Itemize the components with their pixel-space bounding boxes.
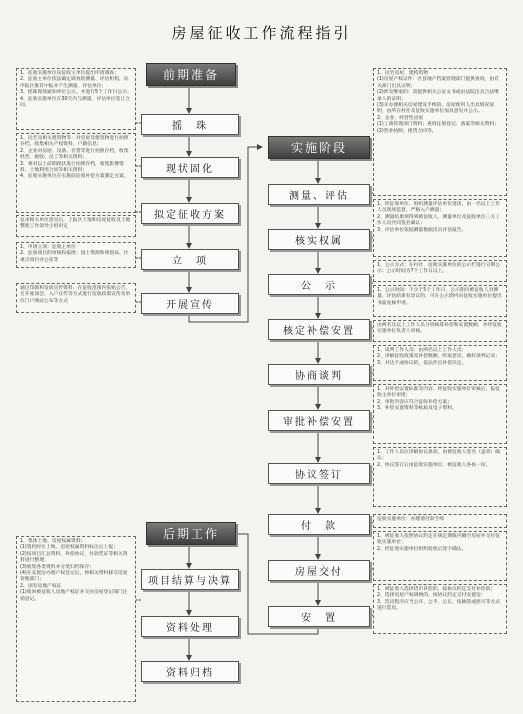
step-resettlement: 安 置 bbox=[268, 606, 370, 627]
note-payment: 征收实施单位：办理请付款手续 bbox=[373, 514, 507, 528]
note-project-approval: 1、申请立项：征收主单位 2、征收项目的审核和报批：国土资源和规划局、区重点项目办公室等 bbox=[16, 242, 136, 268]
step-house-handover: 房屋交付 bbox=[268, 560, 370, 581]
note-negotiation: 1、谈判工作人员：由两名以上工作人员； 2、讲解征收政策及补偿数额、听取意见，做好谈判记录； 3、对达不成协议的，依法作出补偿决定。 bbox=[373, 345, 507, 381]
step-approve-compensation: 审批补偿安置 bbox=[268, 410, 370, 431]
step-lottery: 摇 珠 bbox=[141, 114, 239, 135]
step-project-approval: 立 项 bbox=[141, 249, 239, 270]
step-archiving: 资料归档 bbox=[141, 661, 239, 682]
note-approval: 1、对补偿安置标准等内容、经征收实施单位审核后，报征收主单位审批； 2、审批内容应符合征收补偿方案； 3、补偿安置资料等纸质及电子资料。 bbox=[373, 384, 507, 444]
note-late-work: 1、集体土地、房屋权属资料； (1)签约时在土地、房屋权属资料标注后上报； (2)按项目汇总资料、补偿协议、付款凭证等相关资料进行整理； (3)收集各类资料并分类归档保存； (4)在安置房办理产权登记后，将相关资料移交房屋管理部门； 2、国有房地产权证 (1)收回被征收人房地产权证并交由房屋登记部门注销登记。 bbox=[16, 536, 136, 702]
step-data-processing: 资料处理 bbox=[141, 616, 239, 637]
step-verify-ownership: 核实权属 bbox=[268, 229, 370, 250]
phase-early-header: 前期准备 bbox=[146, 63, 236, 86]
note-survey: 1、经征收单位、组织测量评估单位进场，由一名以上工作人员现场监督，严格入户测量； 2、测量结果须得到被征收人、测量单位及征收单位三方工作人员共同签名确认； 3、评估单位依据测量数据出具评估报告。 bbox=[373, 199, 507, 257]
step-negotiation: 协商谈判 bbox=[268, 364, 370, 385]
step-settlement: 项目结算与决算 bbox=[141, 569, 239, 590]
note-resettlement: 1、被征收人选择货币补偿的，按协议约定支付补偿款； 2、选择房屋产权调换的，按协议约定交付安置房； 3、选房程序应当公开、公平、公正，按抽签或摇号等方式进行选房。 bbox=[373, 584, 507, 634]
step-announcement: 公 示 bbox=[268, 274, 370, 295]
note-lottery: 1、征收实施单位向征收主单位提出申请调查； 2、征收主单位依法确定调查的测量、评估机构，向申报区推荐中报并产生测量、评估单位； 3、摇珠现场通知单位公示，并进行5个工作日公示； 4、征收实施单位在30天内与测量、评估单位签订合同。 bbox=[16, 68, 136, 130]
note-status-fixing: 1、民宅及相关建筑物等：对房屋及建筑物进行拍照存档，收集相关产权资料，户籍信息； 2、企业对房屋、设备、存货等进行拍照存档，收集经营、税收、员工等相关资料； 3、将对以上前期现状进行拍照存档，收集影像资料，土地利用合同等相关资料； 4、征收实施单位在实施前征收补偿方案制定方案。 bbox=[16, 133, 136, 213]
step-sign-agreement: 协议签订 bbox=[268, 463, 370, 484]
step-publicity: 开展宣传 bbox=[141, 293, 239, 314]
phase-late-header: 后期工作 bbox=[146, 522, 236, 545]
step-compensation-check: 核定补偿安置 bbox=[268, 319, 370, 340]
note-ownership-docs: 1、民宅房屋、建构筑物 (1)房屋产权证件：区县地产档案管理部门提供查询，由有关部门出具证明； (2)涉及继承的：需提供相关公证文书或由法院出具合法继承人的证明； (3)未办理相关房屋建设手续的，房屋使用人出具情况说明，由所在村社及征收实施单位加具意见并公示。 2、企业、经营性房屋 (1)工商管理部门资料；查询注册登记、备案等相关资料； (2)营业执照、租赁合同等。 bbox=[373, 68, 507, 196]
step-draft-plan: 拟定征收方案 bbox=[141, 203, 239, 224]
step-survey-appraisal: 测量、评估 bbox=[268, 184, 370, 205]
note-announcement-method: 1、公示方式：在村社、征收实施单位的公示栏进行分期公示；公示时间为7个工作日以上。 bbox=[373, 260, 507, 282]
phase-implement-header: 实施阶段 bbox=[268, 136, 370, 159]
note-draft-plan: 征求相关单位意见后，上报区土地和房屋征收及土地整理工作领导小组审定 bbox=[16, 215, 136, 237]
note-publicity: 通过印制和发放宣传资料、在征收范围内张贴公告、召开座谈会、入户宣传等方式进行征收政策宣传及单位门户网站公布等方式 bbox=[16, 283, 136, 313]
note-handover: 1、被征收人依照协议约定在规定期限内腾空房屋并交付征收实施单位； 2、经征收实施单位组织验收后签字确认。 bbox=[373, 531, 507, 581]
note-compensation-check: 由两名及以上工作人员分别核算补偿和安置数额，并经征收实施单位负责人审核。 bbox=[373, 320, 507, 342]
note-announcement-period: 1、公示时间：不少于5个工作日，公示期内被征收人对测量、评估结果有异议的，可在公示期内向征收实施单位提出书面复核申请。 bbox=[373, 285, 507, 317]
step-status-fixing: 现状固化 bbox=[141, 157, 239, 178]
page-title: 房屋征收工作流程指引 bbox=[171, 24, 352, 42]
note-agreement: 1、工作人员应讲解协议条款，由被征收人签名（盖章）确认； 2、协议签订后由征收实施单位、被征收人各执一份。 bbox=[373, 447, 507, 507]
step-payment: 付 款 bbox=[268, 514, 370, 535]
